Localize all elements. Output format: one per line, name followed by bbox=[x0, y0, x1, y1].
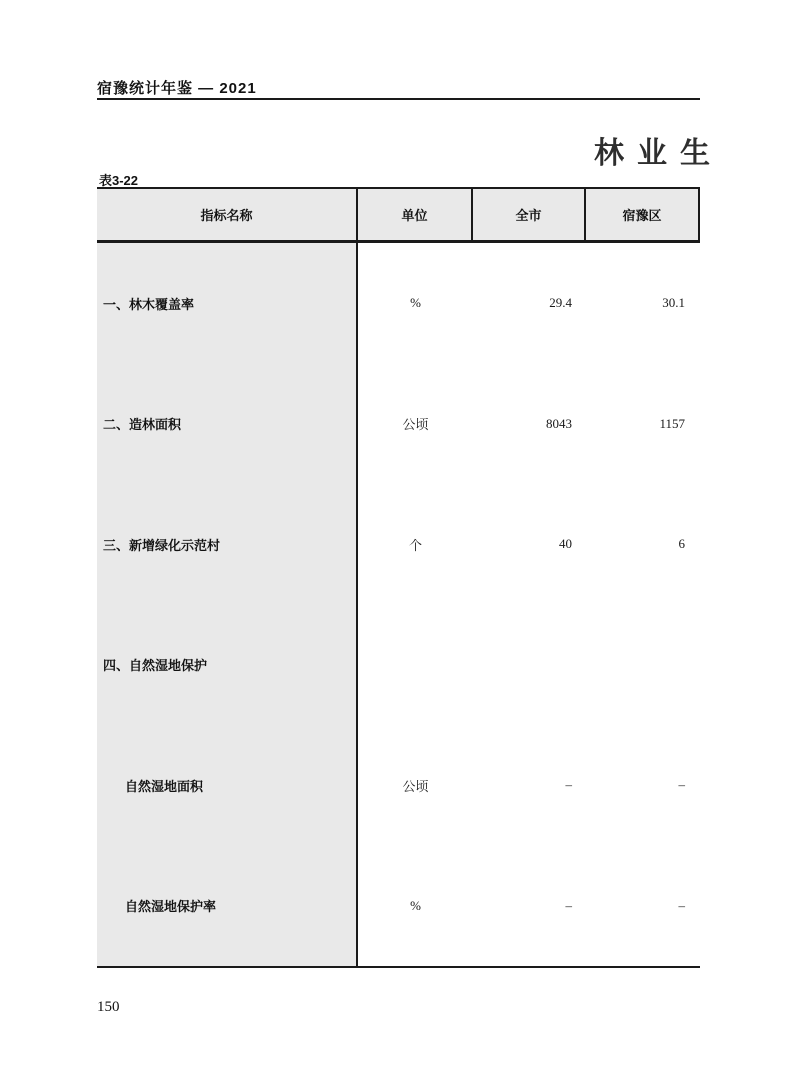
table-cell-district-value: – bbox=[586, 846, 700, 967]
table-cell-city-value: – bbox=[473, 846, 586, 967]
header-rule bbox=[97, 98, 700, 100]
table-cell-indicator: 自然湿地保护率 bbox=[97, 846, 358, 967]
table-cell-unit: 个 bbox=[358, 484, 473, 605]
table-cell-unit bbox=[358, 605, 473, 726]
table-cell-district-value: 1157 bbox=[586, 364, 700, 485]
statistics-table bbox=[97, 187, 700, 968]
table-cell-city-value: 40 bbox=[473, 484, 586, 605]
table-cell-unit: 公顷 bbox=[358, 725, 473, 846]
chapter-title: 林业生 bbox=[594, 137, 723, 170]
table-cell-district-value: – bbox=[586, 725, 700, 846]
column-header-unit: 单位 bbox=[358, 189, 473, 240]
column-header-district: 宿豫区 bbox=[586, 189, 700, 240]
table-cell-city-value: – bbox=[473, 725, 586, 846]
table-body bbox=[97, 243, 700, 968]
table-number-label: 表3-22 bbox=[99, 173, 139, 188]
table-cell-indicator: 一、林木覆盖率 bbox=[97, 243, 358, 364]
table-header-row bbox=[97, 189, 700, 243]
column-header-indicator: 指标名称 bbox=[97, 189, 358, 240]
table-cell-district-value bbox=[586, 605, 700, 726]
table-cell-unit: 公顷 bbox=[358, 364, 473, 485]
table-cell-unit: % bbox=[358, 243, 473, 364]
running-header: 宿豫统计年鉴 — 2021 bbox=[97, 80, 257, 97]
table-cell-indicator: 三、新增绿化示范村 bbox=[97, 484, 358, 605]
table-cell-indicator: 自然湿地面积 bbox=[97, 725, 358, 846]
table-cell-district-value: 30.1 bbox=[586, 243, 700, 364]
table-cell-city-value: 8043 bbox=[473, 364, 586, 485]
table-cell-district-value: 6 bbox=[586, 484, 700, 605]
column-header-city: 全市 bbox=[473, 189, 586, 240]
table-cell-unit: % bbox=[358, 846, 473, 967]
table-cell-city-value bbox=[473, 605, 586, 726]
table-cell-city-value: 29.4 bbox=[473, 243, 586, 364]
table-cell-indicator: 四、自然湿地保护 bbox=[97, 605, 358, 726]
table-cell-indicator: 二、造林面积 bbox=[97, 364, 358, 485]
page-number: 150 bbox=[97, 999, 120, 1015]
